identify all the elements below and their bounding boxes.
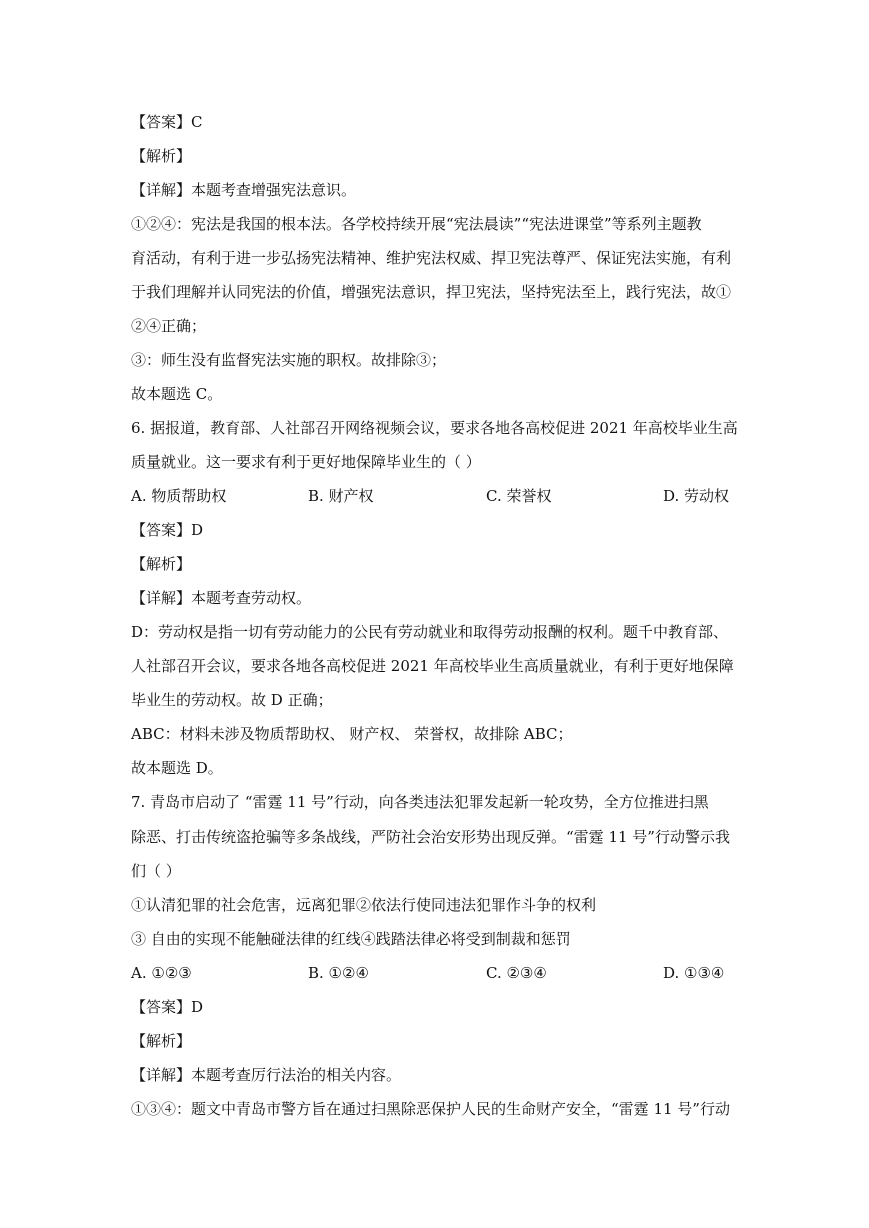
q7-option-c: C. ②③④ — [486, 964, 547, 982]
q6-stem-line: 质量就业。这一要求有利于更好地保障毕业生的（ ） — [131, 453, 481, 471]
q5-explanation-line: 育活动，有利于进一步弘扬宪法精神、维护宪法权威、捍卫宪法尊严、保证宪法实施，有利 — [131, 249, 732, 267]
q6-explanation-line: D：劳动权是指一切有劳动能力的公民有劳动就业和取得劳动报酬的权利。题千中教育部、 — [131, 623, 729, 641]
q6-explanation-line: 毕业生的劳动权。故 D 正确； — [131, 691, 333, 709]
q7-stem-line: 们（ ） — [131, 862, 181, 880]
q7-statement-line: ①认清犯罪的社会危害，远离犯罪②依法行使同违法犯罪作斗争的权利 — [131, 896, 597, 914]
q6-option-c: C. 荣誉权 — [486, 487, 552, 505]
q6-analysis-heading: 【解析】 — [131, 555, 192, 573]
q7-option-b: B. ①②④ — [308, 964, 369, 982]
q7-option-a: A. ①②③ — [131, 964, 192, 982]
q7-stem-line: 7. 青岛市启动了 “雷霆 11 号”行动，向各类违法犯罪发起新一轮攻势，全方位推进扫黑 — [131, 793, 709, 811]
q5-explanation-line: ③：师生没有监督宪法实施的职权。故排除③； — [131, 351, 447, 369]
q5-explanation-line: ②④正确； — [131, 317, 207, 335]
q6-answer: 【答案】D — [131, 521, 204, 539]
q5-explanation-line: ①②④：宪法是我国的根本法。各学校持续开展“宪法晨读”“宪法进课堂”等系列主题教 — [131, 215, 702, 233]
q7-option-d: D. ①③④ — [663, 964, 725, 982]
q6-explanation-line: ABC：材料未涉及物质帮助权、 财产权、 荣誉权，故排除 ABC； — [131, 725, 573, 743]
q5-explanation-line: 于我们理解并认同宪法的价值，增强宪法意识，捍卫宪法，坚持宪法至上，践行宪法，故① — [131, 283, 732, 301]
q7-statement-line: ③ 自由的实现不能触碰法律的红线④践踏法律必将受到制裁和惩罚 — [131, 930, 571, 948]
q5-answer: 【答案】C — [131, 113, 203, 131]
q6-option-d: D. 劳动权 — [663, 487, 730, 505]
q5-detail: 【详解】本题考查增强宪法意识。 — [131, 181, 357, 199]
q7-answer: 【答案】D — [131, 998, 204, 1016]
q6-conclusion: 故本题选 D。 — [131, 759, 223, 777]
q7-explanation-line: ①③④：题文中青岛市警方旨在通过扫黑除恶保护人民的生命财产安全，“雷霆 11 号”行动 — [131, 1100, 730, 1118]
q7-stem-line: 除恶、打击传统盗抢骗等多条战线，严防社会治安形势出现反弹。“雷霆 11 号”行动警示我 — [131, 828, 730, 846]
q6-option-a: A. 物质帮助权 — [131, 487, 227, 505]
q6-detail: 【详解】本题考查劳动权。 — [131, 589, 312, 607]
q6-stem-line: 6. 据报道，教育部、人社部召开网络视频会议，要求各地各高校促进 2021 年高校毕业生高 — [131, 419, 738, 437]
q7-analysis-heading: 【解析】 — [131, 1032, 192, 1050]
q5-conclusion: 故本题选 C。 — [131, 385, 223, 403]
q7-detail: 【详解】本题考查厉行法治的相关内容。 — [131, 1066, 402, 1084]
q6-option-b: B. 财产权 — [308, 487, 374, 505]
q6-explanation-line: 人社部召开会议，要求各地各高校促进 2021 年高校毕业生高质量就业，有利于更好地保障 — [131, 657, 734, 675]
q5-analysis-heading: 【解析】 — [131, 147, 192, 165]
